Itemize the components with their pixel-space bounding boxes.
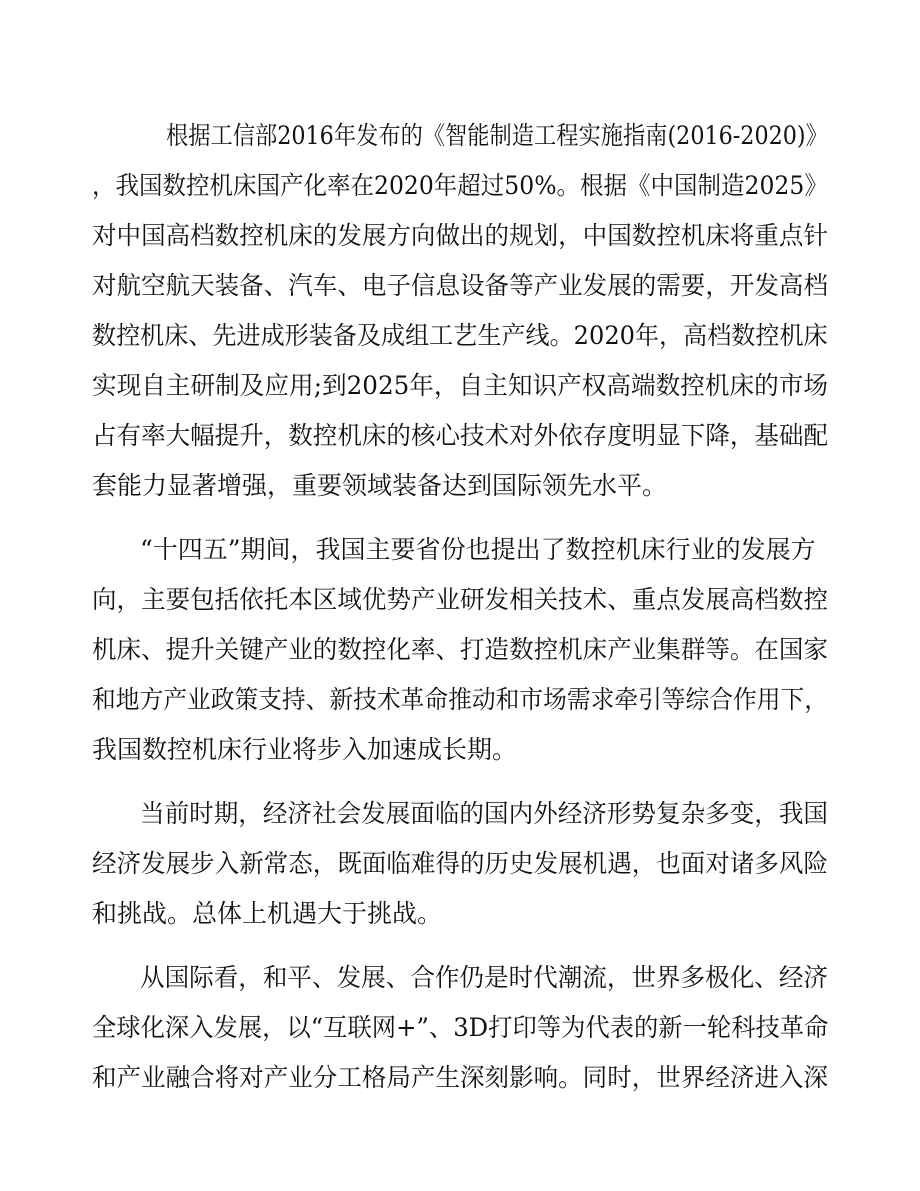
text-line: 套能力显著增强，重要领域装备达到国际领先水平。 — [92, 471, 668, 500]
text-line: “十四五”期间，我国主要省份也提出了数控机床行业的发展方 — [140, 535, 816, 564]
text-line: 数控机床、先进成形装备及成组工艺生产线。2020年，高档数控机床 — [92, 321, 828, 350]
text-line: 经济发展步入新常态，既面临难得的历史发展机遇，也面对诸多风险 — [92, 849, 829, 878]
text-line: 根据工信部2016年发布的《智能制造工程实施指南(2016-2020)》 — [166, 121, 828, 150]
text-line: 对中国高档数控机床的发展方向做出的规划，中国数控机床将重点针 — [92, 221, 829, 250]
text-line: 对航空航天装备、汽车、电子信息设备等产业发展的需要，开发高档 — [92, 271, 829, 300]
text-line: 从国际看，和平、发展、合作仍是时代潮流，世界多极化、经济 — [140, 963, 829, 992]
text-line: 我国数控机床行业将步入加速成长期。 — [92, 735, 518, 764]
text-line: 和地方产业政策支持、新技术革命推动和市场需求牵引等综合作用下， — [92, 685, 829, 714]
text-line: 向，主要包括依托本区域优势产业研发相关技术、重点发展高档数控 — [92, 585, 829, 614]
text-line: 当前时期，经济社会发展面临的国内外经济形势复杂多变，我国 — [140, 799, 829, 828]
text-line: 和产业融合将对产业分工格局产生深刻影响。同时，世界经济进入深 — [92, 1063, 829, 1092]
text-line: ，我国数控机床国产化率在2020年超过50%。根据《中国制造2025》 — [92, 171, 828, 200]
text-line: 机床、提升关键产业的数控化率、打造数控机床产业集群等。在国家 — [92, 635, 829, 664]
text-line: 占有率大幅提升，数控机床的核心技术对外依存度明显下降，基础配 — [92, 421, 829, 450]
text-line: 实现自主研制及应用;到2025年，自主知识产权高端数控机床的市场 — [92, 371, 829, 400]
text-line: 全球化深入发展，以“互联网+”、3D打印等为代表的新一轮科技革命 — [92, 1013, 829, 1042]
text-line: 和挑战。总体上机遇大于挑战。 — [92, 899, 443, 928]
